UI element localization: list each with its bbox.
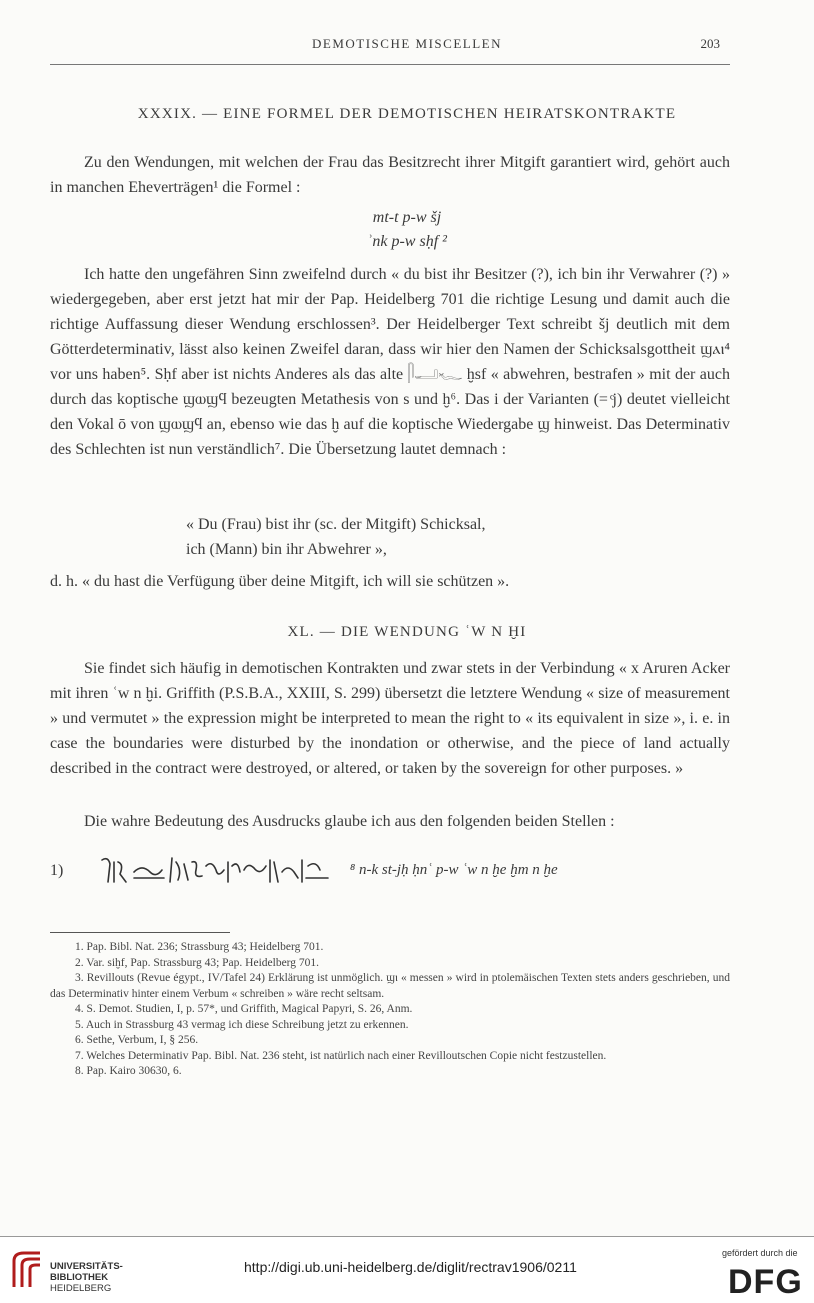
footnote-2: 2. Var. siḫf, Pap. Strassburg 43; Pap. Heidelberg 701. [75, 956, 320, 969]
example-transliteration: ⁸ n-k st-jḥ ḥnʿ p-w ʿw n ḫe ḫm n ḫe [350, 862, 558, 878]
footnote-3: 3. Revillouts (Revue égypt., IV/Tafel 24) Erklärung ist unmöglich. ϣⲓ « messen » wird in ptolemäischen Texten stets anders geschrieben, und das Determinativ hinter einem Verbum « schreiben » wäre recht seltsam. [50, 972, 730, 1000]
footnote-5: 5. Auch in Strassburg 43 vermag ich diese Schreibung jetzt zu erkennen. [75, 1018, 409, 1031]
library-line-2: BIBLIOTHEK [50, 1272, 109, 1283]
footnote-8: 8. Pap. Kairo 30630, 6. [75, 1065, 182, 1077]
section2-paragraph-2: Die wahre Bedeutung des Ausdrucks glaube ich aus den folgenden beiden Stellen : [84, 813, 615, 830]
footnote-4: 4. S. Demot. Studien, I, p. 57*, und Griffith, Magical Papyri, S. 26, Anm. [75, 1003, 413, 1015]
footnote-7: 7. Welches Determinativ Pap. Bibl. Nat. 236 steht, ist natürlich nach einer Revilloutschen Copie nicht festzustellen. [75, 1049, 607, 1062]
digitization-footer [0, 1237, 814, 1303]
demotic-script-icon [98, 852, 338, 892]
formula-line-2: ʾnk p-w sḥf ² [367, 233, 447, 250]
library-name [50, 1261, 123, 1294]
page-number: 203 [700, 36, 720, 51]
library-line-3: HEIDELBERG [50, 1283, 112, 1294]
footnotes [50, 940, 730, 1080]
section-title-xl: XL. — DIE WENDUNG ʿW N ḪI [287, 624, 527, 640]
intro-paragraph: Zu den Wendungen, mit welchen der Frau das Besitzrecht ihrer Mitgift garantiert wird, gehört auch in manchen Eheverträgen¹ die Formel : [50, 154, 730, 196]
formula-line-1: mt-t p-w šj [372, 209, 442, 226]
university-library-logo-icon [10, 1249, 44, 1289]
body-paragraph: Ich hatte den ungefähren Sinn zweifelnd durch « du bist ihr Besitzer (?), ich bin ihr Verwahrer (?) » wiedergegeben, aber erst jetzt hat mir der Pap. Heidelberg 701 die richtige Lesung und damit auch die richtige Auffassung dieser Wendung erschlossen³. Der Heidelberger Text schreibt šj deutlich mit dem Götterdeterminativ, lässt also keinen Zweifel daran, dass wir hier den Namen der Schicksalsgottheit ϣⲁⲓ⁴ vor uns haben⁵. Sḥf aber ist nichts Anderes als das alte 𓋴𓂝𓆑 ḫsf « abwehren, bestrafen » mit der auch durch das koptische ϣⲱϣϥ bezeugten Metathesis von s und ḫ⁶. Das i der Varianten (= ͨj) deutet vielleicht den Vokal ō von ϣⲱϣϥ an, ebenso wie das ḫ auf die koptische Wiedergabe ϣ hinweist. Das Determinativ des Schlechten ist nun verständlich⁷. Die Übersetzung lautet demnach : [50, 266, 730, 458]
quote-line-1: « Du (Frau) bist ihr (sc. der Mitgift) Schicksal, [186, 516, 486, 533]
funded-by-label: gefördert durch die [722, 1248, 798, 1258]
digital-copy-link[interactable]: http://digi.ub.uni-heidelberg.de/diglit/rectrav1906/0211 [244, 1259, 577, 1275]
dfg-logo: DFG [728, 1263, 803, 1301]
quote-line-2: ich (Mann) bin ihr Abwehrer », [186, 541, 387, 558]
library-line-1: UNIVERSITÄTS- [50, 1261, 123, 1272]
running-head: DEMOTISCHE MISCELLEN [312, 36, 502, 51]
demotic-example [50, 852, 750, 896]
header-rule [50, 64, 730, 65]
footnote-rule [50, 932, 230, 933]
example-number: 1) [50, 862, 64, 879]
footnote-1: 1. Pap. Bibl. Nat. 236; Strassburg 43; Heidelberg 701. [75, 941, 324, 953]
footnote-6: 6. Sethe, Verbum, I, § 256. [75, 1034, 199, 1046]
section2-paragraph-1: Sie findet sich häufig in demotischen Kontrakten und zwar stets in der Verbindung « x Aruren Acker mit ihren ʿw n ḫi. Griffith (P.S.B.A., XXIII, S. 299) übersetzt die letztere Wendung « size of measurement » und vermutet » the expression might be interpreted to mean the right to « its equivalent in size », i. e. in case the boundaries were disturbed by the inondation or otherwise, and the piece of land actually described in the contract were destroyed, or altered, or taken by the sovereign for other purposes. » [50, 660, 730, 777]
conclusion-paragraph: d. h. « du hast die Verfügung über deine Mitgift, ich will sie schützen ». [50, 573, 510, 590]
section-title-xxxix: XXXIX. — EINE FORMEL DER DEMOTISCHEN HEIRATSKONTRAKTE [137, 106, 677, 122]
